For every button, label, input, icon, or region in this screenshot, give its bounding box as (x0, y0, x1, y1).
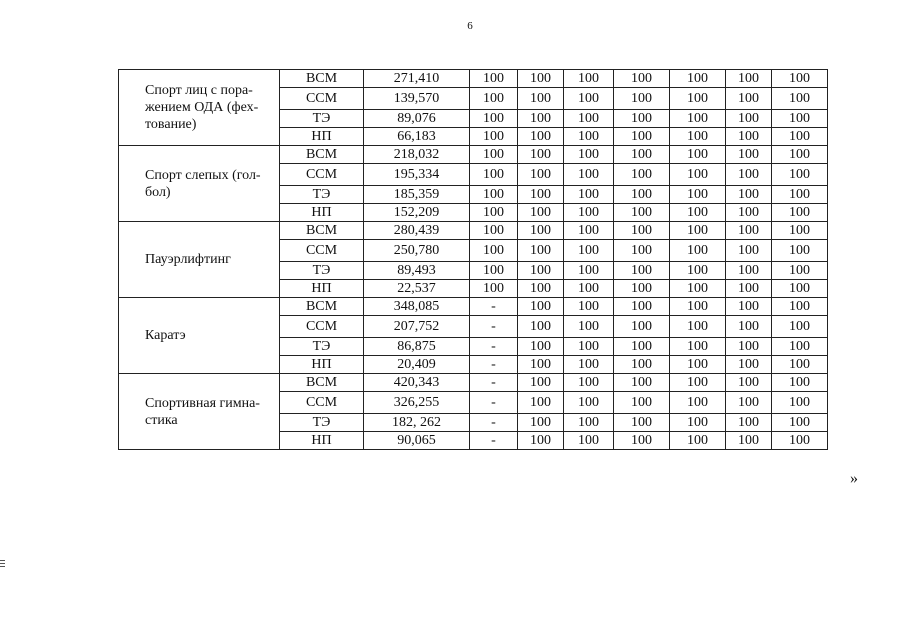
percent-cell: 100 (670, 110, 726, 128)
level-cell: ВСМ (280, 70, 364, 88)
percent-cell: 100 (726, 186, 772, 204)
percent-cell: 100 (726, 280, 772, 298)
cost-cell: 89,493 (364, 262, 470, 280)
cost-cell: 420,343 (364, 374, 470, 392)
percent-cell: 100 (470, 128, 518, 146)
table-row (119, 146, 828, 164)
percent-cell: 100 (726, 204, 772, 222)
percent-cell: 100 (726, 414, 772, 432)
percent-cell: 100 (670, 356, 726, 374)
cost-cell: 271,410 (364, 70, 470, 88)
percent-cell: 100 (726, 70, 772, 88)
cost-cell: 195,334 (364, 164, 470, 186)
cost-cell: 66,183 (364, 128, 470, 146)
level-cell: ВСМ (280, 146, 364, 164)
percent-cell: 100 (518, 374, 564, 392)
margin-mark (0, 560, 5, 569)
percent-cell: 100 (614, 356, 670, 374)
percent-cell: 100 (518, 186, 564, 204)
cost-cell: 250,780 (364, 240, 470, 262)
percent-cell: 100 (614, 392, 670, 414)
percent-cell: 100 (614, 240, 670, 262)
percent-cell: 100 (772, 146, 828, 164)
percent-cell: 100 (518, 414, 564, 432)
sport-name-cell: Пауэрлифтинг (119, 222, 280, 298)
percent-cell: 100 (518, 146, 564, 164)
percent-cell: 100 (518, 128, 564, 146)
level-cell: ТЭ (280, 338, 364, 356)
percent-cell: 100 (670, 316, 726, 338)
level-cell: НП (280, 204, 364, 222)
page-number: 6 (467, 20, 473, 32)
percent-cell: - (470, 392, 518, 414)
percent-cell: 100 (772, 70, 828, 88)
percent-cell: 100 (614, 110, 670, 128)
percent-cell: 100 (772, 374, 828, 392)
percent-cell: 100 (470, 146, 518, 164)
cost-cell: 86,875 (364, 338, 470, 356)
level-cell: НП (280, 128, 364, 146)
percent-cell: 100 (564, 88, 614, 110)
percent-cell: 100 (564, 432, 614, 450)
percent-cell: 100 (670, 128, 726, 146)
percent-cell: 100 (614, 186, 670, 204)
closing-quote: » (850, 470, 858, 487)
percent-cell: 100 (564, 316, 614, 338)
percent-cell: 100 (614, 204, 670, 222)
level-cell: ТЭ (280, 110, 364, 128)
percent-cell: 100 (670, 70, 726, 88)
percent-cell: 100 (518, 280, 564, 298)
percent-cell: 100 (470, 222, 518, 240)
percent-cell: 100 (670, 280, 726, 298)
percent-cell: 100 (564, 70, 614, 88)
percent-cell: 100 (614, 280, 670, 298)
percent-cell: 100 (726, 88, 772, 110)
percent-cell: 100 (518, 240, 564, 262)
percent-cell: - (470, 338, 518, 356)
cost-cell: 90,065 (364, 432, 470, 450)
percent-cell: 100 (670, 222, 726, 240)
percent-cell: 100 (726, 128, 772, 146)
percent-cell: 100 (772, 414, 828, 432)
percent-cell: 100 (772, 204, 828, 222)
level-cell: ССМ (280, 392, 364, 414)
percent-cell: 100 (518, 222, 564, 240)
percent-cell: 100 (470, 240, 518, 262)
level-cell: ТЭ (280, 186, 364, 204)
level-cell: ВСМ (280, 222, 364, 240)
percent-cell: 100 (518, 262, 564, 280)
percent-cell: 100 (726, 392, 772, 414)
percent-cell: 100 (670, 240, 726, 262)
level-cell: НП (280, 356, 364, 374)
sport-name-cell: Спорт лиц с пора-жением ОДА (фех-тование) (119, 70, 280, 146)
percent-cell: 100 (518, 204, 564, 222)
percent-cell: 100 (670, 298, 726, 316)
level-cell: ССМ (280, 164, 364, 186)
level-cell: ТЭ (280, 262, 364, 280)
percent-cell: 100 (564, 128, 614, 146)
percent-cell: 100 (564, 262, 614, 280)
cost-cell: 152,209 (364, 204, 470, 222)
cost-cell: 326,255 (364, 392, 470, 414)
percent-cell: 100 (670, 164, 726, 186)
percent-cell: 100 (614, 262, 670, 280)
percent-cell: 100 (670, 262, 726, 280)
percent-cell: 100 (470, 280, 518, 298)
level-cell: ВСМ (280, 374, 364, 392)
level-cell: ВСМ (280, 298, 364, 316)
level-cell: ТЭ (280, 414, 364, 432)
cost-cell: 218,032 (364, 146, 470, 164)
percent-cell: 100 (772, 128, 828, 146)
percent-cell: 100 (772, 392, 828, 414)
percent-cell: 100 (564, 110, 614, 128)
cost-cell: 182, 262 (364, 414, 470, 432)
percent-cell: 100 (614, 432, 670, 450)
percent-cell: 100 (614, 298, 670, 316)
level-cell: ССМ (280, 316, 364, 338)
level-cell: НП (280, 280, 364, 298)
percent-cell: 100 (726, 222, 772, 240)
percent-cell: - (470, 298, 518, 316)
cost-cell: 139,570 (364, 88, 470, 110)
percent-cell: 100 (670, 392, 726, 414)
table-row (119, 374, 828, 392)
table-row (119, 298, 828, 316)
percent-cell: 100 (470, 262, 518, 280)
percent-cell: 100 (470, 88, 518, 110)
percent-cell: 100 (564, 222, 614, 240)
percent-cell: 100 (564, 356, 614, 374)
percent-cell: - (470, 356, 518, 374)
percent-cell: 100 (518, 88, 564, 110)
percent-cell: 100 (564, 374, 614, 392)
percent-cell: 100 (614, 164, 670, 186)
percent-cell: 100 (726, 356, 772, 374)
percent-cell: 100 (670, 204, 726, 222)
percent-cell: 100 (772, 298, 828, 316)
percent-cell: 100 (726, 298, 772, 316)
percent-cell: 100 (518, 298, 564, 316)
cost-cell: 22,537 (364, 280, 470, 298)
percent-cell: 100 (470, 164, 518, 186)
percent-cell: 100 (564, 298, 614, 316)
cost-cell: 348,085 (364, 298, 470, 316)
percent-cell: 100 (772, 110, 828, 128)
percent-cell: - (470, 414, 518, 432)
percent-cell: 100 (564, 280, 614, 298)
percent-cell: 100 (772, 164, 828, 186)
percent-cell: 100 (726, 240, 772, 262)
percent-cell: 100 (470, 110, 518, 128)
percent-cell: 100 (726, 338, 772, 356)
percent-cell: 100 (772, 240, 828, 262)
percent-cell: 100 (470, 186, 518, 204)
percent-cell: 100 (726, 262, 772, 280)
percent-cell: 100 (564, 146, 614, 164)
table-row (119, 70, 828, 88)
percent-cell: 100 (614, 374, 670, 392)
percent-cell: 100 (564, 338, 614, 356)
percent-cell: 100 (772, 432, 828, 450)
percent-cell: 100 (772, 186, 828, 204)
percent-cell: 100 (470, 204, 518, 222)
percent-cell: 100 (614, 88, 670, 110)
percent-cell: 100 (772, 222, 828, 240)
percent-cell: 100 (614, 316, 670, 338)
cost-cell: 280,439 (364, 222, 470, 240)
percent-cell: 100 (564, 392, 614, 414)
percent-cell: 100 (564, 164, 614, 186)
percent-cell: 100 (518, 164, 564, 186)
cost-cell: 89,076 (364, 110, 470, 128)
percent-cell: 100 (518, 392, 564, 414)
level-cell: НП (280, 432, 364, 450)
sport-name-cell: Каратэ (119, 298, 280, 374)
percent-cell: 100 (614, 222, 670, 240)
percent-cell: 100 (670, 88, 726, 110)
percent-cell: 100 (726, 374, 772, 392)
percent-cell: 100 (726, 432, 772, 450)
percent-cell: 100 (726, 164, 772, 186)
percent-cell: 100 (518, 432, 564, 450)
percent-cell: 100 (614, 338, 670, 356)
percent-cell: 100 (670, 374, 726, 392)
percent-cell: 100 (670, 338, 726, 356)
percent-cell: 100 (518, 338, 564, 356)
table-body (119, 70, 828, 450)
percent-cell: 100 (772, 316, 828, 338)
funding-norms-table (118, 69, 828, 450)
percent-cell: 100 (772, 280, 828, 298)
percent-cell: 100 (670, 432, 726, 450)
percent-cell: 100 (614, 128, 670, 146)
cost-cell: 207,752 (364, 316, 470, 338)
percent-cell: 100 (518, 356, 564, 374)
cost-cell: 20,409 (364, 356, 470, 374)
level-cell: ССМ (280, 88, 364, 110)
percent-cell: 100 (772, 356, 828, 374)
table-row (119, 222, 828, 240)
percent-cell: 100 (564, 240, 614, 262)
percent-cell: 100 (670, 186, 726, 204)
percent-cell: 100 (726, 316, 772, 338)
percent-cell: - (470, 374, 518, 392)
percent-cell: 100 (564, 414, 614, 432)
percent-cell: 100 (726, 146, 772, 164)
percent-cell: - (470, 316, 518, 338)
percent-cell: 100 (614, 414, 670, 432)
percent-cell: 100 (772, 338, 828, 356)
percent-cell: 100 (614, 70, 670, 88)
percent-cell: - (470, 432, 518, 450)
percent-cell: 100 (518, 316, 564, 338)
level-cell: ССМ (280, 240, 364, 262)
percent-cell: 100 (564, 186, 614, 204)
percent-cell: 100 (670, 414, 726, 432)
percent-cell: 100 (772, 88, 828, 110)
percent-cell: 100 (518, 70, 564, 88)
cost-cell: 185,359 (364, 186, 470, 204)
percent-cell: 100 (614, 146, 670, 164)
sport-name-cell: Спорт слепых (гол-бол) (119, 146, 280, 222)
percent-cell: 100 (726, 110, 772, 128)
sport-name-cell: Спортивная гимна-стика (119, 374, 280, 450)
percent-cell: 100 (518, 110, 564, 128)
percent-cell: 100 (772, 262, 828, 280)
percent-cell: 100 (470, 70, 518, 88)
percent-cell: 100 (670, 146, 726, 164)
percent-cell: 100 (564, 204, 614, 222)
